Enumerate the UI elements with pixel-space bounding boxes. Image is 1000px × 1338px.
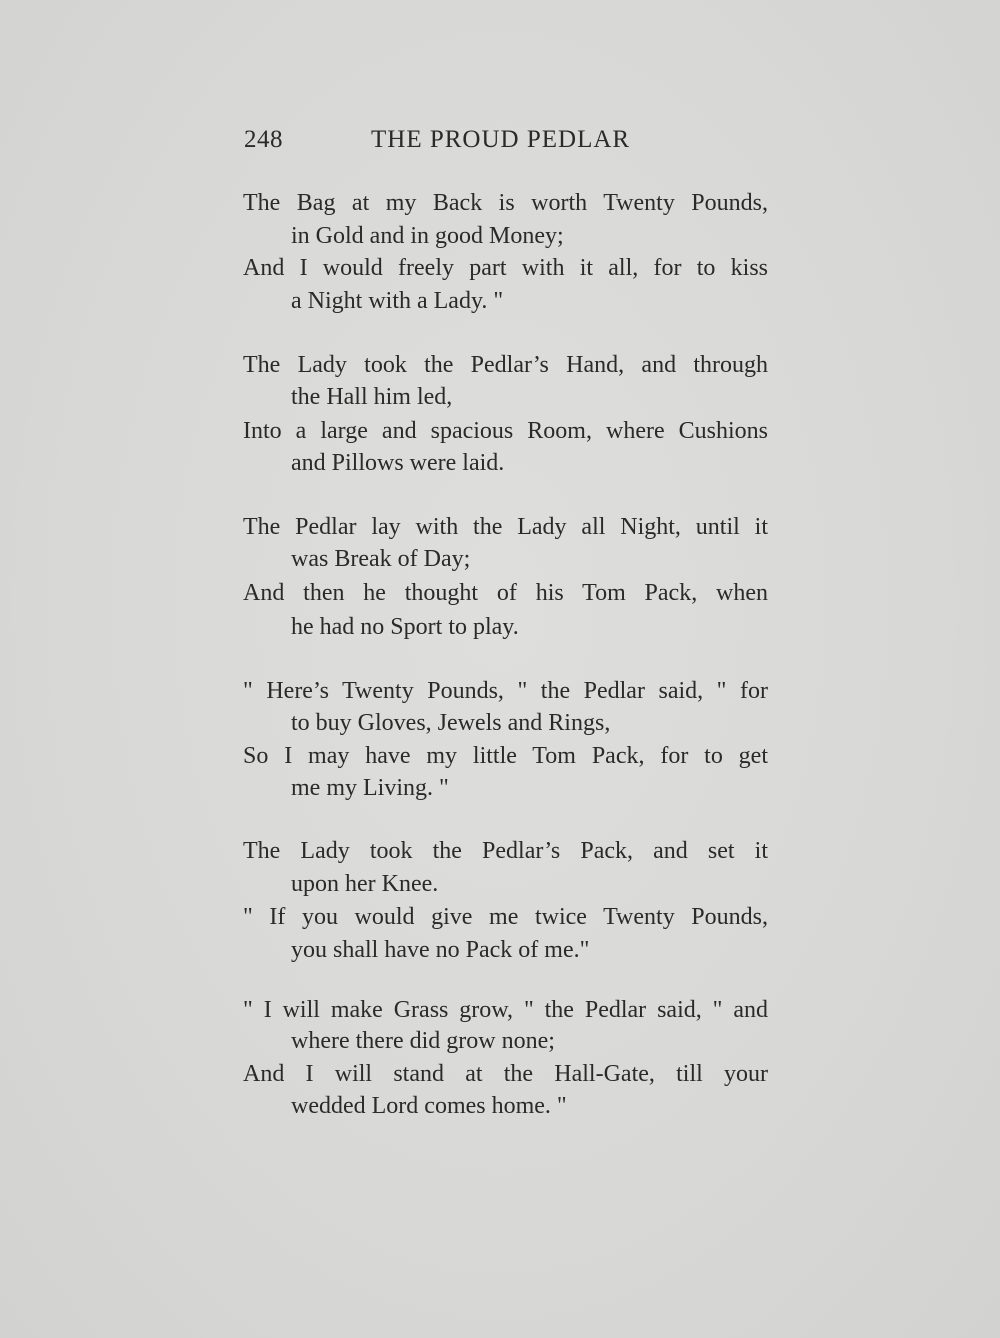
verse-line: The Pedlar lay with the Lady all Night, until it	[243, 514, 768, 540]
verse-line-continuation: a Night with a Lady. "	[291, 288, 504, 314]
verse-line-continuation: wedded Lord comes home. "	[291, 1093, 567, 1119]
verse-line: And I will stand at the Hall-Gate, till your	[243, 1061, 768, 1087]
verse-line: And I would freely part with it all, for to kiss	[243, 255, 768, 281]
verse-line: " If you would give me twice Twenty Pounds,	[243, 904, 768, 930]
verse-line-continuation: upon her Knee.	[291, 871, 439, 897]
verse-line: The Lady took the Pedlar’s Hand, and through	[243, 352, 768, 378]
verse-line-continuation: the Hall him led,	[291, 384, 453, 410]
verse-line-continuation: me my Living. "	[291, 775, 449, 801]
verse-line-continuation: where there did grow none;	[291, 1028, 555, 1054]
verse-line: " Here’s Twenty Pounds, " the Pedlar said, " for	[243, 678, 768, 704]
verse-line-continuation: you shall have no Pack of me."	[291, 937, 590, 963]
page-number: 248	[244, 126, 283, 153]
verse-line-continuation: was Break of Day;	[291, 546, 471, 572]
verse-line-continuation: and Pillows were laid.	[291, 450, 505, 476]
verse-line: " I will make Grass grow, " the Pedlar said, " and	[243, 997, 768, 1023]
verse-line: The Lady took the Pedlar’s Pack, and set it	[243, 838, 768, 864]
verse-line-continuation: he had no Sport to play.	[291, 614, 519, 640]
page-header	[244, 126, 644, 166]
verse-line: And then he thought of his Tom Pack, when	[243, 580, 768, 606]
verse-line: So I may have my little Tom Pack, for to get	[243, 743, 768, 769]
verse-line-continuation: in Gold and in good Money;	[291, 223, 564, 249]
verse-line-continuation: to buy Gloves, Jewels and Rings,	[291, 710, 611, 736]
running-title: THE PROUD PEDLAR	[371, 126, 631, 153]
verse-line: The Bag at my Back is worth Twenty Pounds,	[243, 190, 768, 216]
verse-line: Into a large and spacious Room, where Cushions	[243, 418, 768, 444]
